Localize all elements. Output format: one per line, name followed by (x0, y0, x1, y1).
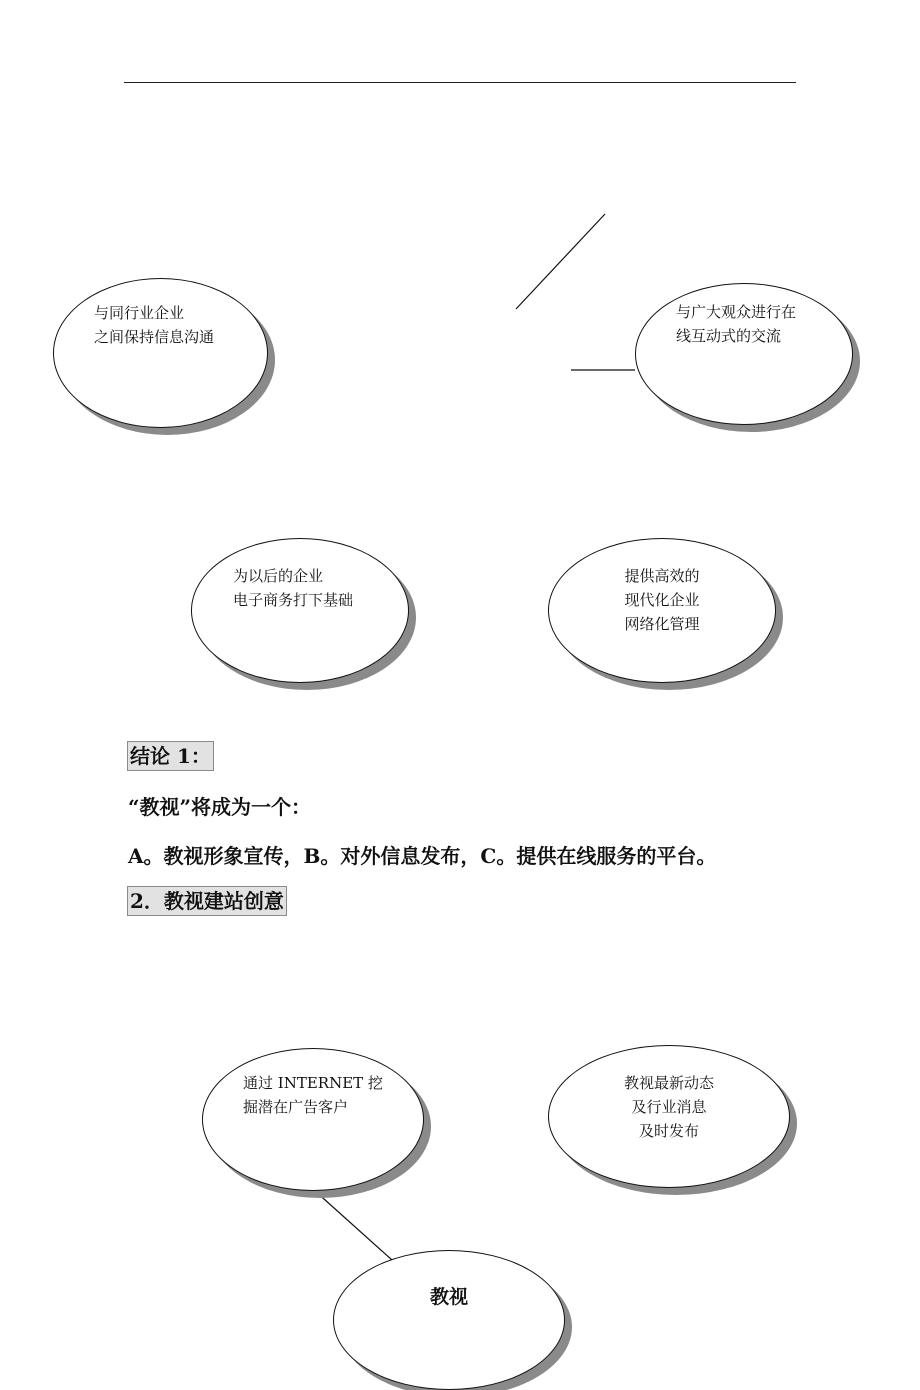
bubble-internet-clients-text: 通过 INTERNET 挖 掘潜在广告客户 (243, 1074, 383, 1116)
conclusion-heading: 结论 1： (127, 741, 214, 771)
section-2-heading: 2．教视建站创意 (127, 886, 287, 916)
connector-line-diagonal-top (516, 214, 605, 309)
bubble-network-management-text: 提供高效的 现代化企业 网络化管理 (624, 567, 700, 633)
conclusion-line-1: “教视”将成为一个： (128, 795, 312, 819)
bubble-future-ecommerce-text: 为以后的企业 电子商务打下基础 (233, 567, 354, 609)
bubble-industry-communication-text: 与同行业企业 之间保持信息沟通 (94, 304, 215, 346)
conclusion-line-2: A。教视形象宣传，B。对外信息发布，C。提供在线服务的平台。 (128, 844, 717, 868)
bubble-center-jiaoshi (333, 1250, 565, 1390)
bubble-center-jiaoshi-text: 教视 (429, 1286, 468, 1308)
bubble-latest-news-text: 教视最新动态 及行业消息 及时发布 (623, 1074, 714, 1140)
connector-line-diagonal-bottom (314, 1190, 392, 1260)
bubble-audience-interaction-text: 与广大观众进行在 线互动式的交流 (676, 303, 797, 345)
bubble-internet-clients (202, 1048, 424, 1191)
